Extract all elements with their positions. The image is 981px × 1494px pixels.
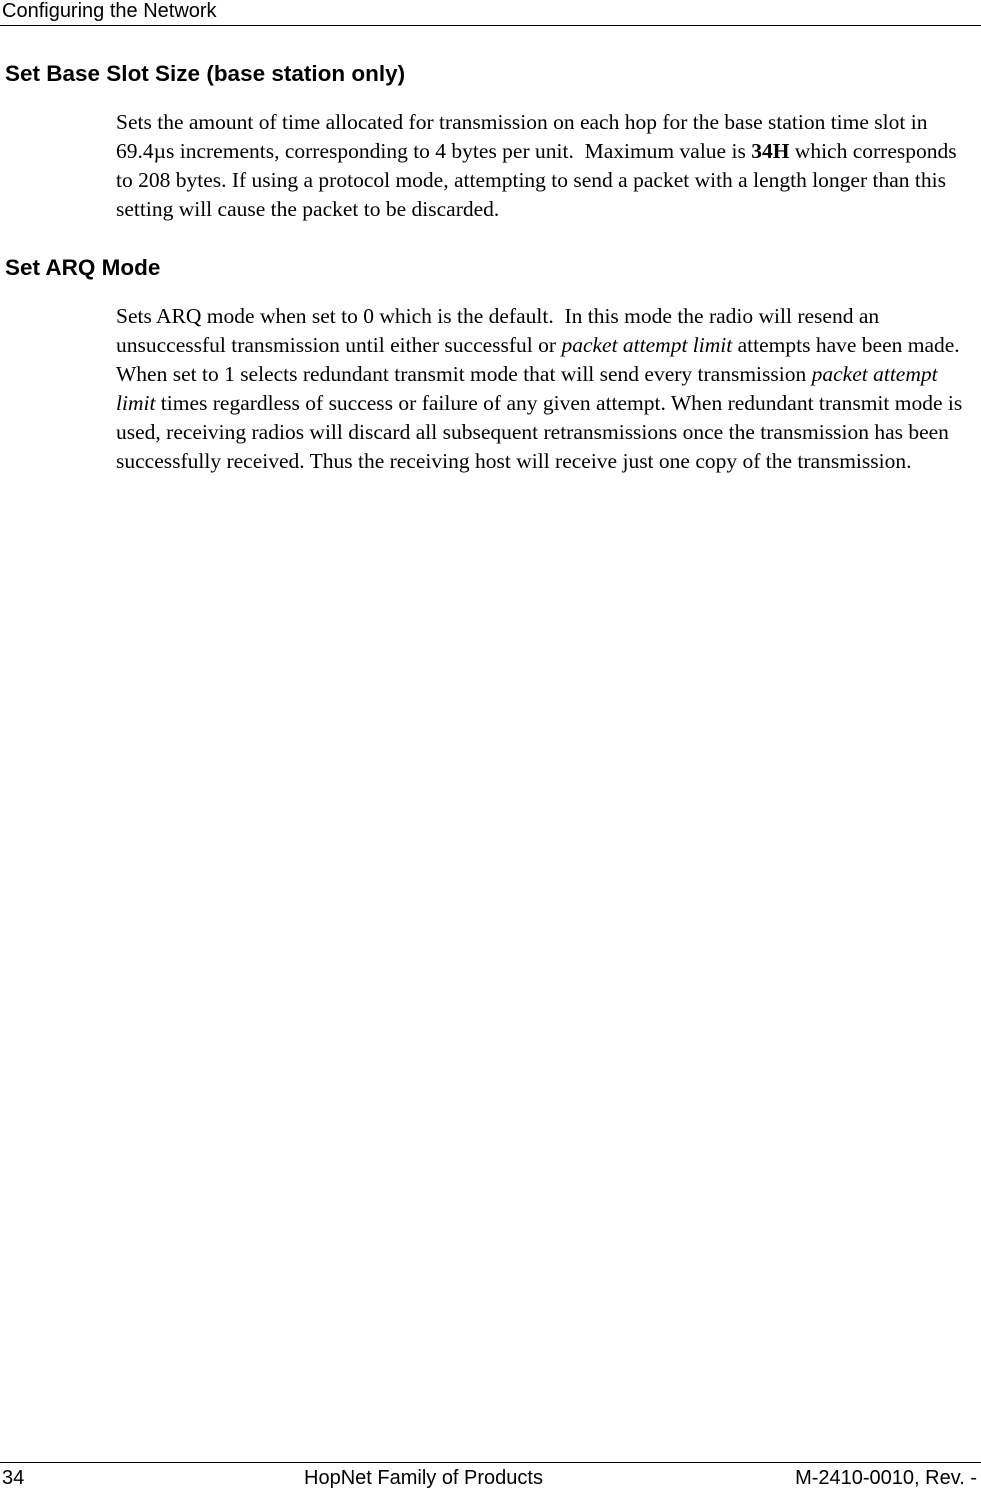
section-heading-base-slot-size: Set Base Slot Size (base station only) xyxy=(5,61,406,86)
body-text-italic: packet attempt limit xyxy=(116,362,943,415)
body-text: Sets the amount of time allocated for transmission on each hop for the base station time slot in 69.4µs increments, corresponding to 4 bytes per unit. Maximum value is xyxy=(116,110,933,163)
section-body-base-slot-size xyxy=(116,108,978,224)
footer-divider xyxy=(0,1462,981,1463)
body-text-bold: 34H xyxy=(751,139,790,163)
body-text: attempts have been made. When set to 1 selects redundant transmit mode that will send every transmission xyxy=(116,333,971,386)
footer-page-number: 34 xyxy=(2,1467,25,1489)
footer-product-name: HopNet Family of Products xyxy=(304,1467,543,1489)
section-body-arq-mode xyxy=(116,302,978,476)
body-text: which corresponds to 208 bytes. If using a protocol mode, attempting to send a packet with a length longer than this setting will cause the packet to be discarded. xyxy=(116,139,962,221)
body-text: Sets ARQ mode when set to 0 which is the default. In this mode the radio will resend an unsuccessful transmission until either successful or xyxy=(116,304,885,357)
header-divider xyxy=(0,25,981,26)
footer-document-number: M-2410-0010, Rev. - xyxy=(795,1467,977,1489)
section-heading-arq-mode: Set ARQ Mode xyxy=(5,255,161,280)
body-text: times regardless of success or failure of any given attempt. When redundant transmit mode is used, receiving radios will discard all subsequent retransmissions once the transmission has been successfully received. Thus the receiving host will receive just one copy of the transmission. xyxy=(116,391,968,473)
body-text-italic: packet attempt limit xyxy=(561,333,733,357)
running-header: Configuring the Network xyxy=(2,0,217,22)
